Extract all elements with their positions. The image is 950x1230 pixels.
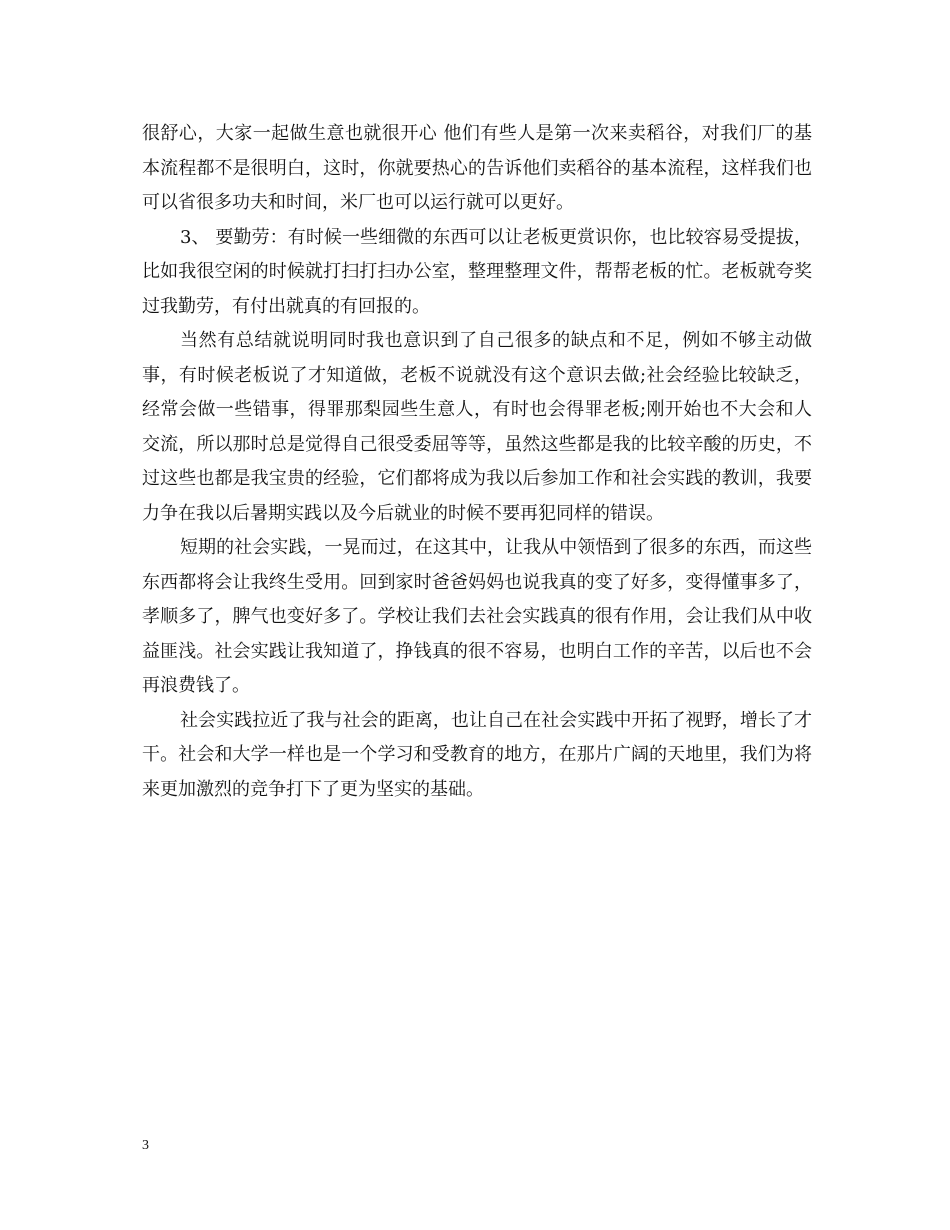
page-number: 3 bbox=[142, 1138, 149, 1153]
body-text bbox=[142, 117, 812, 807]
paragraph-diligence: 3、 要勤劳：有时候一些细微的东西可以让老板更赏识你，也比较容易受提拔，比如我很空闲的时候就打扫打扫办公室，整理整理文件，帮帮老板的忙。老板就夸奖过我勤劳，有付出就真的有回报的。 bbox=[142, 226, 812, 317]
paragraph-short-practice: 短期的社会实践，一晃而过，在这其中，让我从中领悟到了很多的东西，而这些东西都将会让我终生受用。回到家时爸爸妈妈也说我真的变了好多，变得懂事多了，孝顺多了，脾气也变好多了。学校让我们去社会实践真的很有作用，会让我们从中收益匪浅。社会实践让我知道了，挣钱真的很不容易，也明白工作的辛苦，以后也不会再浪费钱了。 bbox=[142, 537, 812, 696]
paragraph-shortcomings: 当然有总结就说明同时我也意识到了自己很多的缺点和不足，例如不够主动做事，有时候老板说了才知道做，老板不说就没有这个意识去做;社会经验比较缺乏，经常会做一些错事，得罪那梨园些生意人，有时也会得罪老板;刚开始也不大会和人交流，所以那时总是觉得自己很受委屈等等，虽然这些都是我的比较辛酸的历史，不过这些也都是我宝贵的经验，它们都将成为我以后参加工作和社会实践的教训，我要力争在我以后暑期实践以及今后就业的时候不要再犯同样的错误。 bbox=[142, 330, 812, 524]
paragraph-continuation: 很舒心，大家一起做生意也就很开心 他们有些人是第一次来卖稻谷，对我们厂的基本流程都不是很明白，这时，你就要热心的告诉他们卖稻谷的基本流程，这样我们也可以省很多功夫和时间，米厂也可以运行就可以更好。 bbox=[142, 123, 812, 213]
paragraph-conclusion: 社会实践拉近了我与社会的距离，也让自己在社会实践中开拓了视野，增长了才干。社会和大学一样也是一个学习和受教育的地方，在那片广阔的天地里，我们为将来更加激烈的竞争打下了更为坚实的基础。 bbox=[142, 709, 812, 800]
